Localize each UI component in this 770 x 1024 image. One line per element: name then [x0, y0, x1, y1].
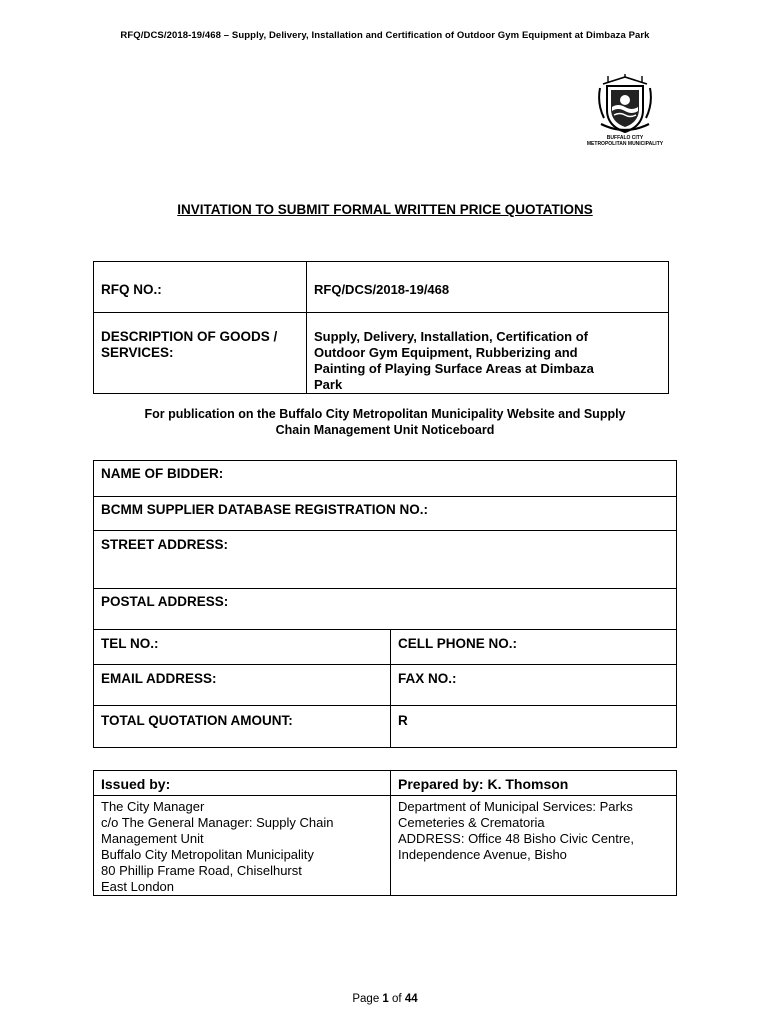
address-line: Department of Municipal Services: Parks	[398, 799, 633, 814]
issue-body-row	[94, 796, 677, 896]
publication-notice	[100, 406, 670, 438]
description-label	[94, 313, 307, 394]
description-value-line: Park	[314, 377, 343, 392]
amount-label: TOTAL QUOTATION AMOUNT:	[94, 706, 391, 748]
email-fax-row	[94, 665, 677, 706]
address-line: Buffalo City Metropolitan Municipality	[101, 847, 314, 862]
logo-text	[582, 135, 668, 147]
address-line: 80 Phillip Frame Road, Chiselhurst	[101, 863, 302, 878]
address-line: ADDRESS: Office 48 Bisho Civic Centre,	[398, 831, 635, 846]
address-line: East London	[101, 879, 175, 894]
page-number: 1	[382, 993, 389, 1005]
coat-of-arms-icon	[597, 74, 653, 134]
description-value	[307, 313, 669, 394]
email-field[interactable]: EMAIL ADDRESS:	[94, 665, 391, 706]
rfq-number-value: RFQ/DCS/2018-19/468	[307, 262, 669, 313]
municipality-logo	[582, 74, 668, 150]
description-value-line: Outdoor Gym Equipment, Rubberizing and	[314, 345, 578, 360]
description-label-line: SERVICES:	[101, 345, 174, 360]
prepared-by-address	[391, 796, 677, 896]
address-line: Management Unit	[101, 831, 204, 846]
bidder-details-table	[93, 460, 677, 748]
bidder-name-field[interactable]: NAME OF BIDDER:	[94, 461, 677, 497]
page-word: Page	[352, 993, 380, 1005]
tel-field[interactable]: TEL NO.:	[94, 630, 391, 665]
description-row	[94, 313, 669, 394]
document-title: INVITATION TO SUBMIT FORMAL WRITTEN PRICE QUOTATIONS	[177, 202, 593, 217]
description-value-line: Supply, Delivery, Installation, Certification of	[314, 329, 589, 344]
description-value-line: Painting of Playing Surface Areas at Dimbaza	[314, 361, 594, 376]
of-word: of	[392, 993, 402, 1005]
publication-line: Chain Management Unit Noticeboard	[275, 423, 495, 437]
postal-address-field[interactable]: POSTAL ADDRESS:	[94, 589, 677, 630]
rfq-table	[93, 261, 669, 394]
logo-line-1: BUFFALO CITY	[606, 135, 644, 141]
rfq-number-label: RFQ NO.:	[94, 262, 307, 313]
bidder-name-row	[94, 461, 677, 497]
address-line: c/o The General Manager: Supply Chain	[101, 815, 334, 830]
rfq-number-row	[94, 262, 669, 313]
street-address-field[interactable]: STREET ADDRESS:	[94, 531, 677, 589]
page-total: 44	[404, 993, 418, 1005]
prepared-by-label: Prepared by: K. Thomson	[391, 771, 677, 796]
logo-line-2: METROPOLITAN MUNICIPALITY	[586, 141, 664, 147]
cell-phone-field[interactable]: CELL PHONE NO.:	[391, 630, 677, 665]
amount-field[interactable]: R	[391, 706, 677, 748]
fax-field[interactable]: FAX NO.:	[391, 665, 677, 706]
postal-address-row	[94, 589, 677, 630]
publication-line: For publication on the Buffalo City Metropolitan Municipality Website and Supply	[144, 407, 626, 421]
phone-row	[94, 630, 677, 665]
address-line: The City Manager	[101, 799, 205, 814]
description-label-line: DESCRIPTION OF GOODS /	[101, 329, 278, 344]
amount-row	[94, 706, 677, 748]
page-footer	[0, 993, 770, 1005]
address-line: Independence Avenue, Bisho	[398, 847, 567, 862]
issue-details-table	[93, 770, 677, 896]
issue-header-row	[94, 771, 677, 796]
address-line: Cemeteries & Crematoria	[398, 815, 545, 830]
issued-by-label: Issued by:	[94, 771, 391, 796]
issued-by-address	[94, 796, 391, 896]
registration-field[interactable]: BCMM SUPPLIER DATABASE REGISTRATION NO.:	[94, 497, 677, 531]
street-address-row	[94, 531, 677, 589]
page-header: RFQ/DCS/2018-19/468 – Supply, Delivery, Installation and Certification of Outdoor Gym Equipment at Dimbaza Park	[120, 30, 650, 41]
registration-row	[94, 497, 677, 531]
